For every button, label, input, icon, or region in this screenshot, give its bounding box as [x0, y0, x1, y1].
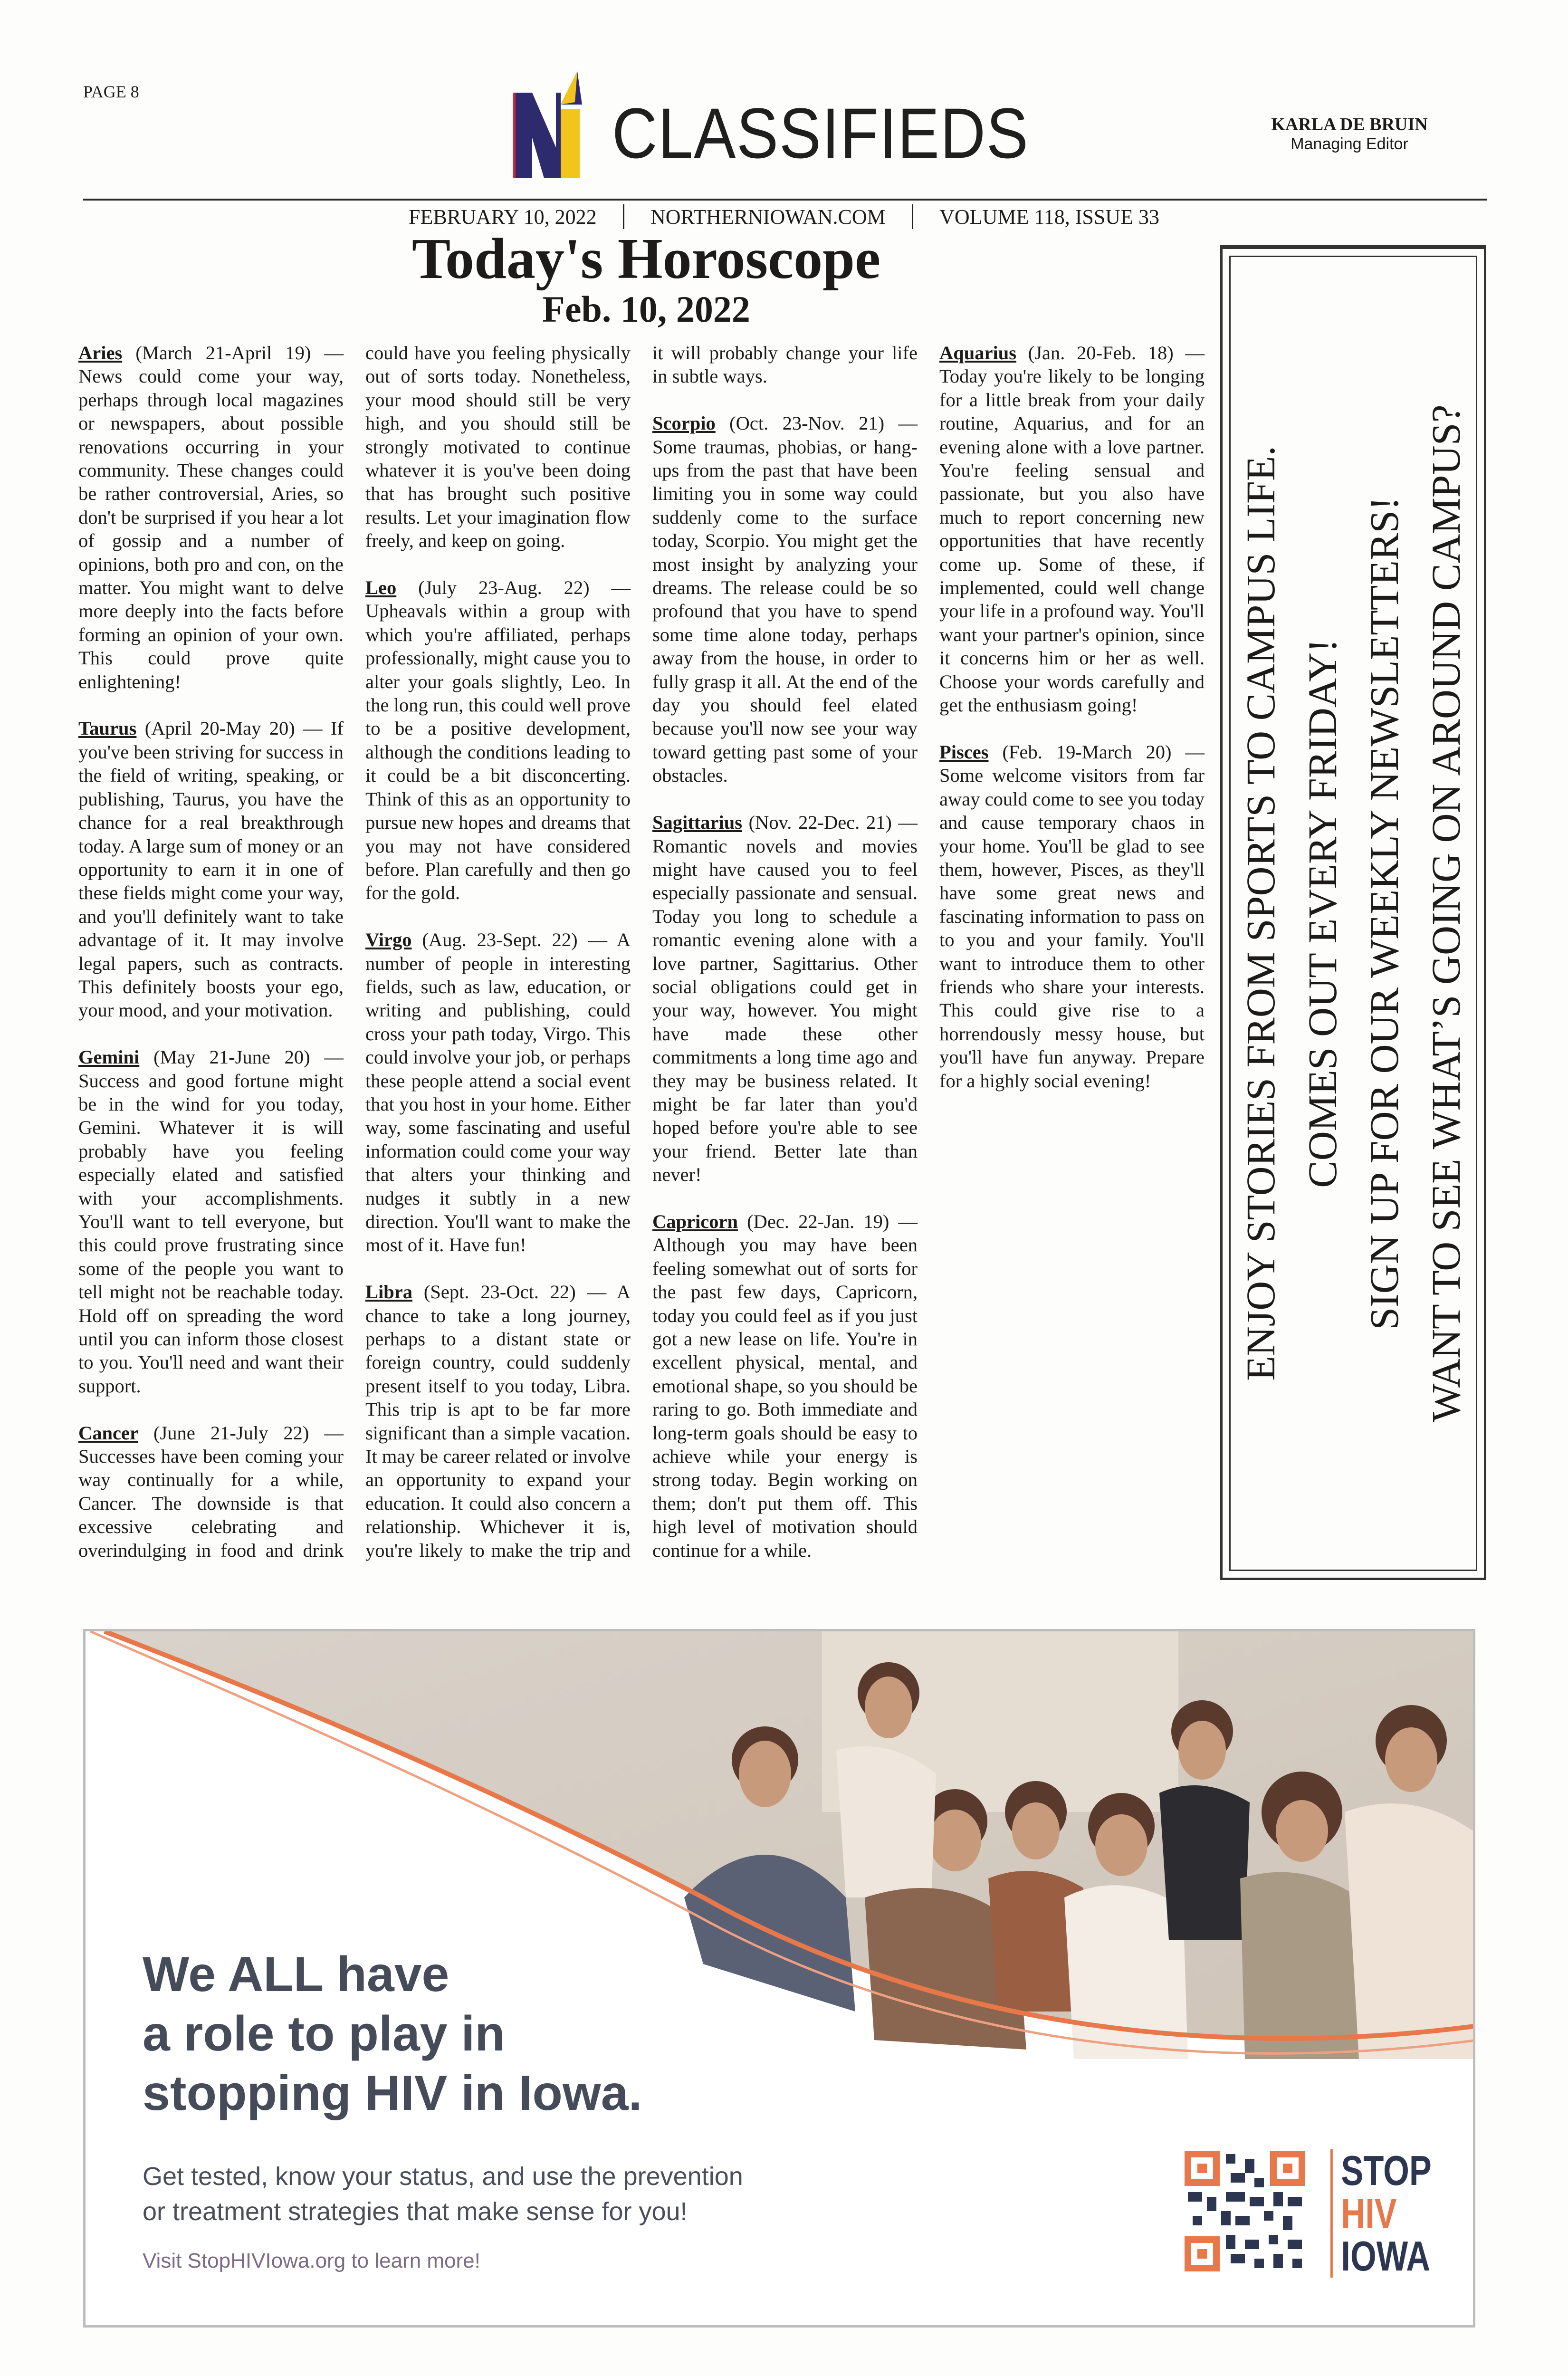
logo-line: HIV	[1341, 2190, 1397, 2237]
sign-text: (Feb. 19-March 20) — Some welcome visitors from far away could come to see you today and cause temporary chaos in your home. You'll be glad to see them, however, Pisces, as they'll have some great news and fascinating information to pass on to you and your family. You'll want to introduce them to other friends who share your interests. This could give rise to a horrendously messy house, but you'll have fun anyway. Prepare for a highly social evening!	[939, 741, 1205, 1092]
sign-text: (April 20-May 20) — If you've been striving for success in the field of writing, speaking, or publishing, Taurus, you have the chance for a real breakthrough today. A large sum of money or an opportunity to earn it in one of these fields might come your way, and you'll definitely want to take advantage of it. It may involve legal papers, such as contracts. This definitely boosts your ego, your mood, and your motivation.	[78, 718, 344, 1021]
sign-name: Libra	[365, 1281, 413, 1303]
horoscope-leo	[365, 576, 631, 905]
promo-line: SIGN UP FOR OUR WEEKLY NEWSLETTERS!	[1361, 497, 1407, 1330]
promo-text	[1230, 272, 1477, 1555]
headline-line: a role to play in	[143, 2006, 505, 2061]
sign-name: Capricorn	[652, 1210, 738, 1232]
sign-name: Scorpio	[652, 412, 716, 434]
stop-hiv-iowa-ad	[83, 1629, 1475, 2328]
ad-headline	[143, 1945, 642, 2123]
horoscope-scorpio	[652, 412, 918, 787]
editor-role: Managing Editor	[1291, 135, 1408, 153]
horoscope-taurus	[78, 717, 344, 1022]
sign-text: (Oct. 23-Nov. 21) — Some traumas, phobias, or hang-ups from the past that have been limiting you in some way could suddenly come to the surface today, Scorpio. You might get the most insight by analyzing your dreams. The release could be so profound that you have to spend some time alone today, perhaps away from the house, in order to fully grasp it all. At the end of the day you should feel elated because you'll now see your way toward getting past some of your obstacles.	[652, 412, 918, 786]
sign-name: Virgo	[365, 929, 412, 951]
editor-name: KARLA DE BRUIN	[1271, 115, 1428, 134]
sign-text: (July 23-Aug. 22) — Upheavals within a group with which you're affiliated, perhaps professionally, might cause you to alter your goals slightly, Leo. In the long run, this could well prove to be a positive development, although the conditions leading to it could be a bit disconcerting. Think of this as an opportunity to pursue new hopes and dreams that you may not have considered before. Plan carefully and then go for the gold.	[365, 577, 631, 904]
sign-name: Aquarius	[939, 342, 1017, 364]
horoscope-sagittarius	[652, 811, 918, 1187]
qr-code-icon[interactable]	[1183, 2149, 1307, 2273]
promo-line: WANT TO SEE WHAT’S GOING ON AROUND CAMPUS?	[1423, 404, 1469, 1422]
stop-hiv-iowa-logo	[1330, 2149, 1432, 2278]
sign-name: Aries	[78, 342, 123, 364]
northern-iowan-logo-icon	[511, 67, 606, 181]
divider	[912, 204, 913, 229]
sign-text: (Nov. 22-Dec. 21) — Romantic novels and movies might have caused you to feel especially passionate and sensual. Today you long to schedule a romantic evening alone with a love partner, Sagittarius. Other social obligations could get in your way, however. You might have made these other commitments a long time ago and they may be business related. It might be far later than you'd hoped before you're able to see your friend. Better late than never!	[652, 812, 918, 1186]
sign-text: (Dec. 22-Jan. 19) — Although you may have been feeling somewhat out of sorts for the past few days, Capricorn, today you could feel as if you just got a new lease on life. You're in excellent physical, mental, and emotional shape, so you should be raring to go. Both immediate and long-term goals should be easy to achieve while your energy is strong today. Begin working on them; don't put them off. This high level of motivation should continue for a while.	[652, 1210, 918, 1561]
horoscope-columns	[78, 341, 1205, 1570]
headline-line: We ALL have	[143, 1947, 449, 2002]
headline-line: stopping HIV in Iowa.	[143, 2066, 642, 2121]
sign-name: Pisces	[939, 741, 989, 763]
sign-text: (March 21-April 19) — News could come your way, perhaps through local magazines or newspapers, about possible renovations occurring in your community. These changes could be rather controversial, Aries, so don't be surprised if you hear a lot of gossip and a number of opinions, both pro and con, on the matter. You might want to delve more deeply into the facts before forming an opinion of your own. This could prove quite enlightening!	[78, 342, 344, 692]
horoscope-gemini	[78, 1045, 344, 1398]
horoscope-aries	[78, 341, 344, 693]
issue-number: VOLUME 118, ISSUE 33	[939, 205, 1159, 229]
editor-credit	[1254, 114, 1444, 153]
ad-subtext	[143, 2159, 743, 2229]
horoscope-virgo	[365, 928, 631, 1257]
logo-line: IOWA	[1341, 2232, 1431, 2280]
sign-name: Taurus	[78, 718, 137, 739]
section-title: CLASSIFIEDS	[612, 93, 1029, 173]
newsletter-promo-box	[1220, 245, 1486, 1580]
sign-name: Sagittarius	[652, 812, 743, 834]
sign-text: (Jan. 20-Feb. 18) — Today you're likely to be longing for a little break from your daily routine, Aquarius, and for an evening alone with a love partner. You're feeling sensual and passionate, but you also have much to report concerning new opportunities that have recently come up. Some of these, if implemented, could well change your life in a profound way. You'll want your partner's opinion, since it concerns him or her as well. Choose your words carefully and get the enthusiasm going!	[939, 342, 1205, 716]
horoscope-pisces	[939, 740, 1205, 1092]
sign-text: (Sept. 23-Oct. 22) — A chance to take a long journey, perhaps to a distant state or foreign country, could suddenly present itself to you today, Libra. This trip is apt to be far more significant than a simple vacation. It may be career related or involve an opportunity to expand your education. It could also concern a relationship. Whichever it is, you're likely to make the trip and it will probably change your life in subtle ways.	[365, 342, 918, 1561]
logo-line: STOP	[1341, 2147, 1432, 2194]
ad-website-link[interactable]: Visit StopHIVIowa.org to learn more!	[143, 2249, 480, 2272]
sign-text: (May 21-June 20) —Success and good fortune might be in the wind for you today, Gemini. Whatever it is will probably have you feeling especially elated and satisfied with your accomplishments. You'll want to tell everyone, but this could prove frustrating since some of the people you want to tell might not be reachable today. Hold off on spreading the word until you can inform those closest to you. You'll need and want their support.	[78, 1046, 344, 1397]
subtext-line: or treatment strategies that make sense for you!	[143, 2197, 688, 2226]
issue-date: FEBRUARY 10, 2022	[409, 205, 597, 229]
article-subtitle: Feb. 10, 2022	[542, 288, 750, 330]
article-title: Today's Horoscope	[411, 227, 881, 291]
sign-name: Gemini	[78, 1046, 140, 1068]
website-link[interactable]: NORTHERNIOWAN.COM	[650, 205, 886, 229]
promo-line: ENJOY STORIES FROM SPORTS TO CAMPUS LIFE.	[1238, 446, 1283, 1381]
sign-text: (June 21-July 22) — Successes have been coming your way continually for a while, Cancer. The downside is that excessive celebrating and overindulging in food and drink could have you feeling physically out of sorts today. Nonetheless, your mood should still be very high, and you should still be strongly motivated to continue whatever it is you've been doing that has brought such positive results. Let your imagination flow freely, and keep on going.	[78, 342, 631, 1561]
promo-line: COMES OUT EVERY FRIDAY!	[1300, 639, 1345, 1188]
sign-name: Cancer	[78, 1422, 138, 1444]
dateline	[409, 204, 1159, 229]
sign-text: (Aug. 23-Sept. 22) — A number of people in interesting fields, such as law, education, or writing and publishing, could cross your path today, Virgo. This could involve your job, or perhaps these people attend a social event that you host in your home. Either way, some fascinating and useful information could come your way that alters your thinking and nudges it subtly in a new direction. You'll want to make the most of it. Have fun!	[365, 929, 631, 1256]
divider	[623, 204, 624, 229]
page-number: PAGE 8	[83, 82, 139, 101]
sign-name: Leo	[365, 577, 397, 599]
horoscope-capricorn	[652, 1210, 918, 1562]
header-rule	[83, 199, 1487, 201]
subtext-line: Get tested, know your status, and use the prevention	[143, 2162, 743, 2191]
horoscope-aquarius	[939, 341, 1205, 717]
